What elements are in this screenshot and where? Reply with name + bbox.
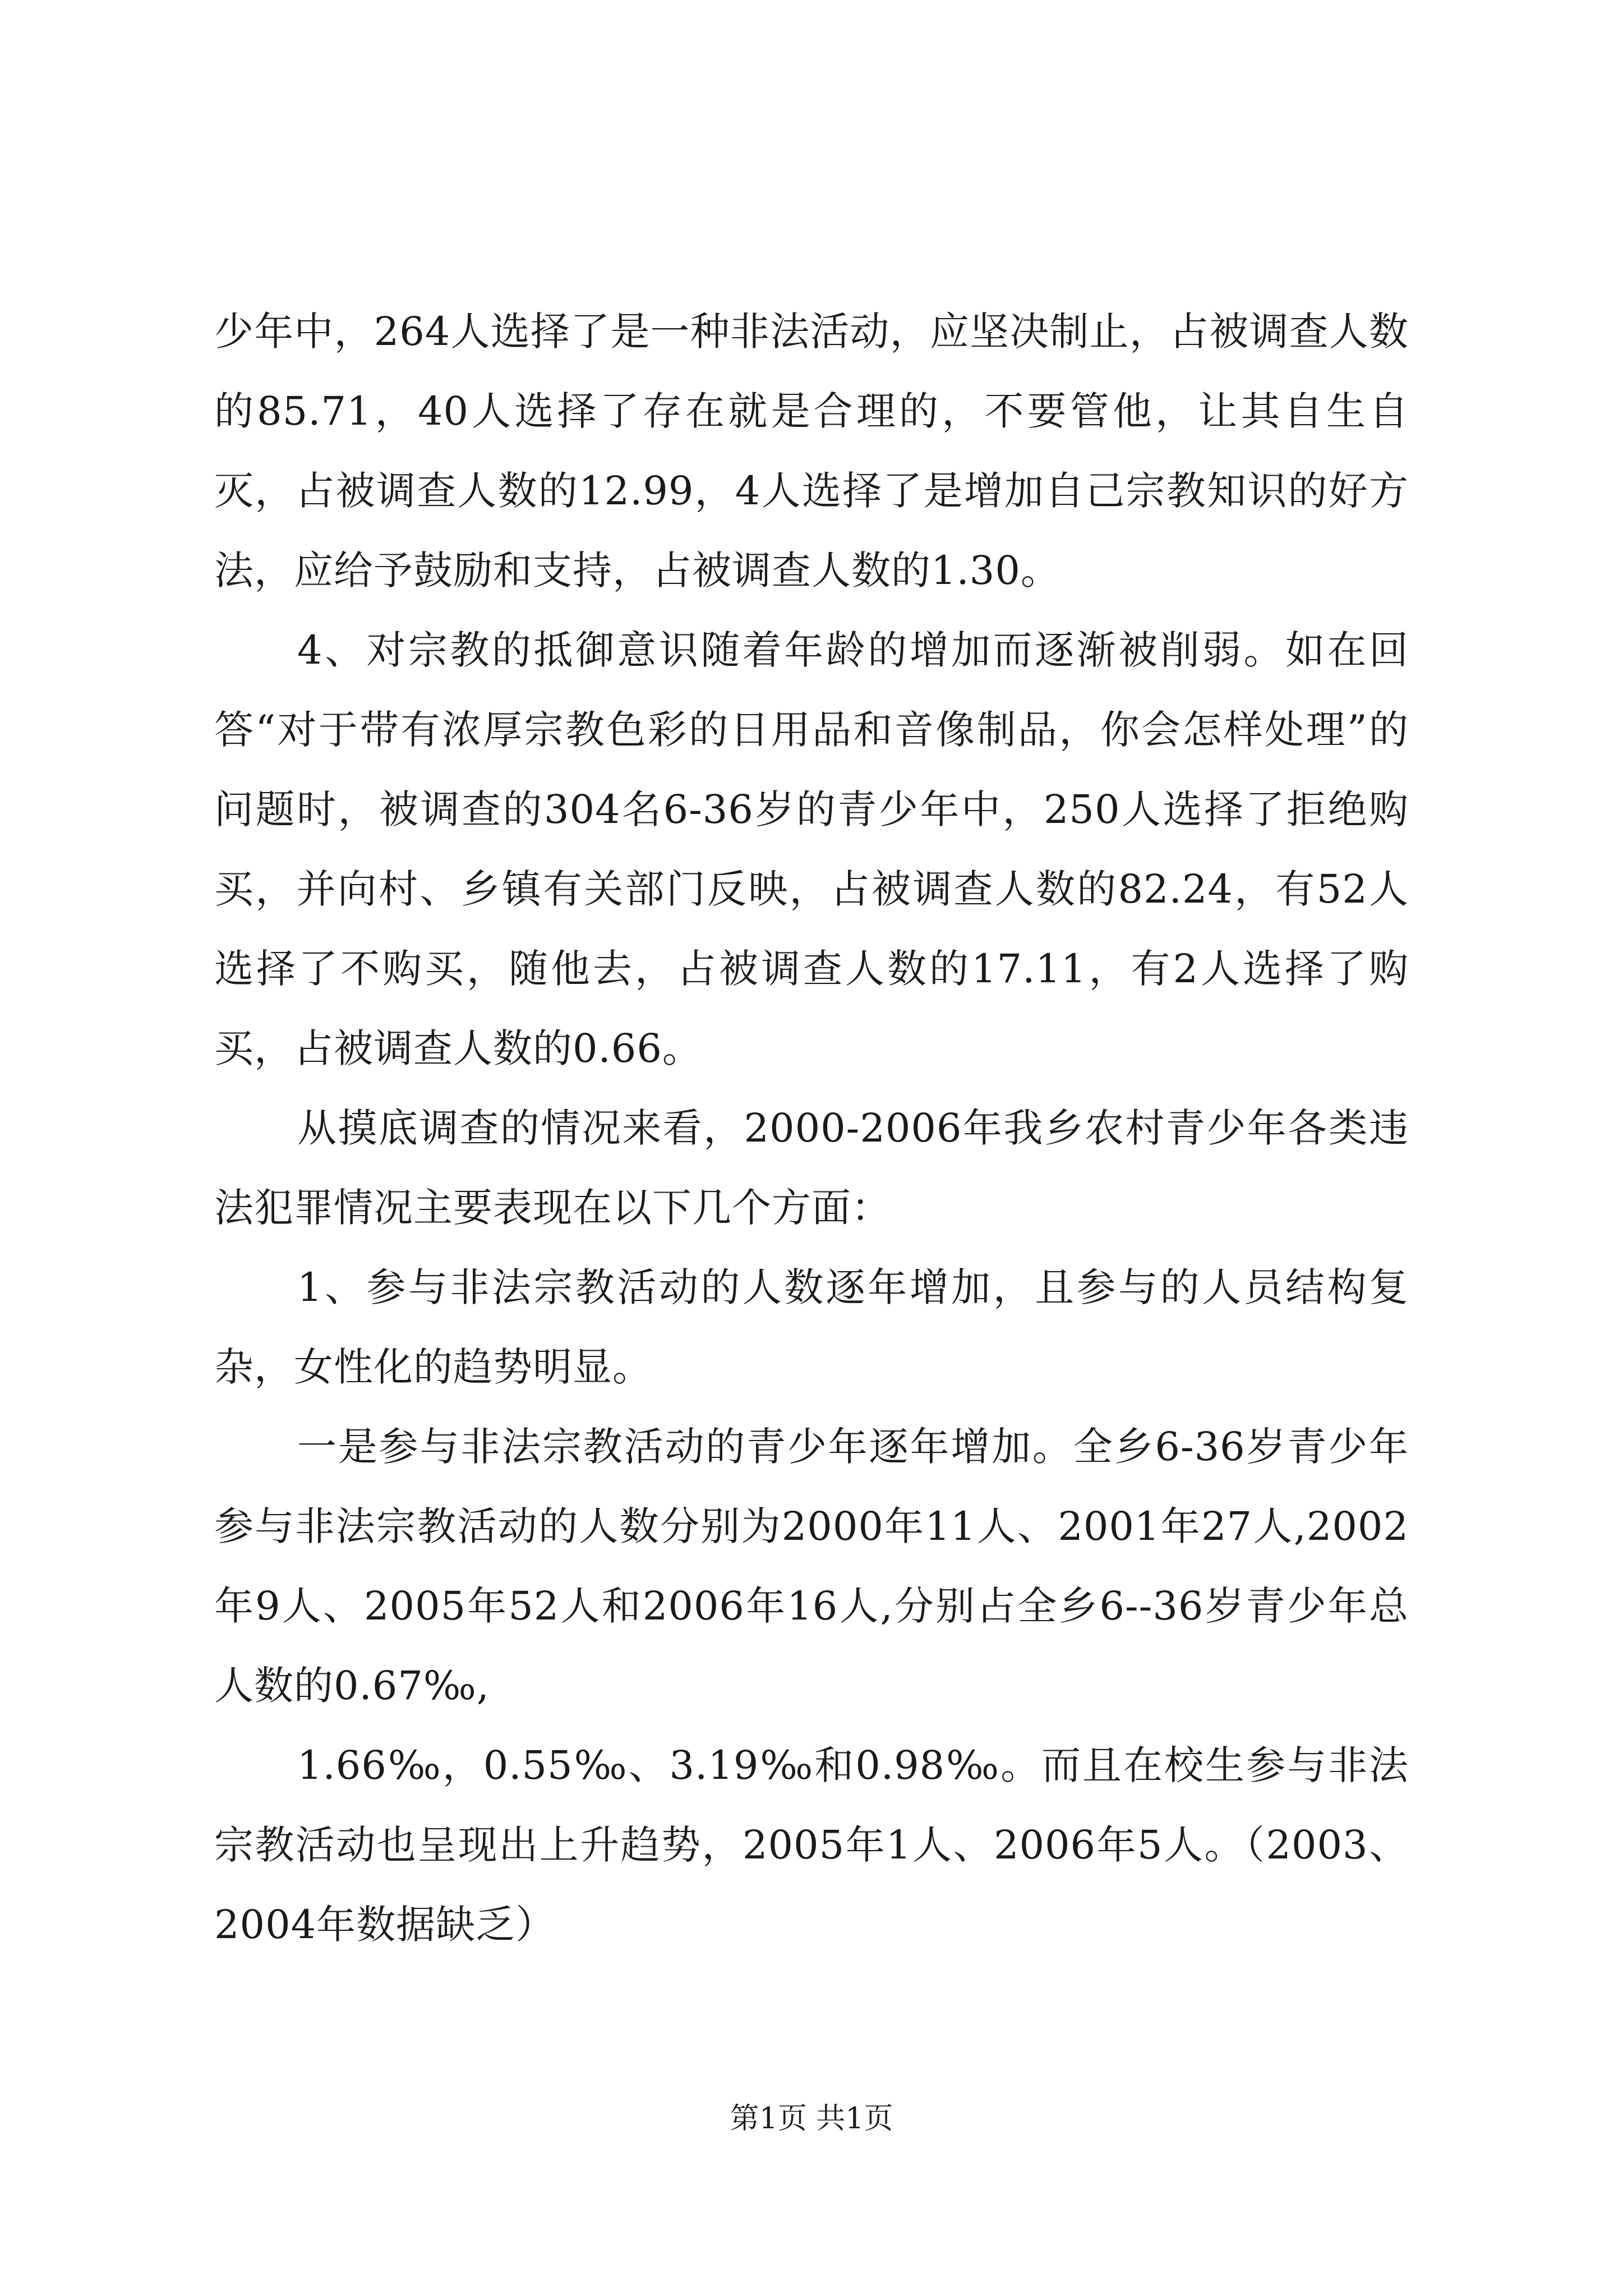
paragraph-5: 一是参与非法宗教活动的青少年逐年增加。全乡6-36岁青少年参与非法宗教活动的人数分别为2000年11人、2001年27人,2002年9人、2005年52人和2006年16人,分别占全乡6--36岁青少年总人数的0.67‰, — [214, 1424, 1409, 1709]
paragraph-6: 1.66‰，0.55‰、3.19‰和0.98‰。而且在校生参与非法宗教活动也呈现出上升趋势，2005年1人、2006年5人。（2003、2004年数据缺乏） — [214, 1742, 1409, 1948]
page-footer: 第1页 共1页 — [730, 2102, 893, 2136]
paragraph-1: 少年中，264人选择了是一种非法活动，应坚决制止，占被调查人数的85.71，40人选择了存在就是合理的，不要管他，让其自生自灭，占被调查人数的12.99，4人选择了是增加自己宗教知识的好方法，应给予鼓励和支持，占被调查人数的1.30。 — [214, 309, 1409, 593]
document-body — [214, 292, 1409, 1964]
paragraph-2: 4、对宗教的抵御意识随着年龄的增加而逐渐被削弱。如在回答“对于带有浓厚宗教色彩的日用品和音像制品，你会怎样处理”的问题时，被调查的304名6-36岁的青少年中，250人选择了拒绝购买，并向村、乡镇有关部门反映，占被调查人数的82.24，有52人选择了不购买，随他去，占被调查人数的17.11，有2人选择了购买，占被调查人数的0.66。 — [214, 627, 1409, 1071]
paragraph-3: 从摸底调查的情况来看，2000-2006年我乡农村青少年各类违法犯罪情况主要表现在以下几个方面： — [214, 1105, 1409, 1231]
paragraph-4: 1、参与非法宗教活动的人数逐年增加，且参与的人员结构复杂，女性化的趋势明显。 — [214, 1264, 1409, 1390]
